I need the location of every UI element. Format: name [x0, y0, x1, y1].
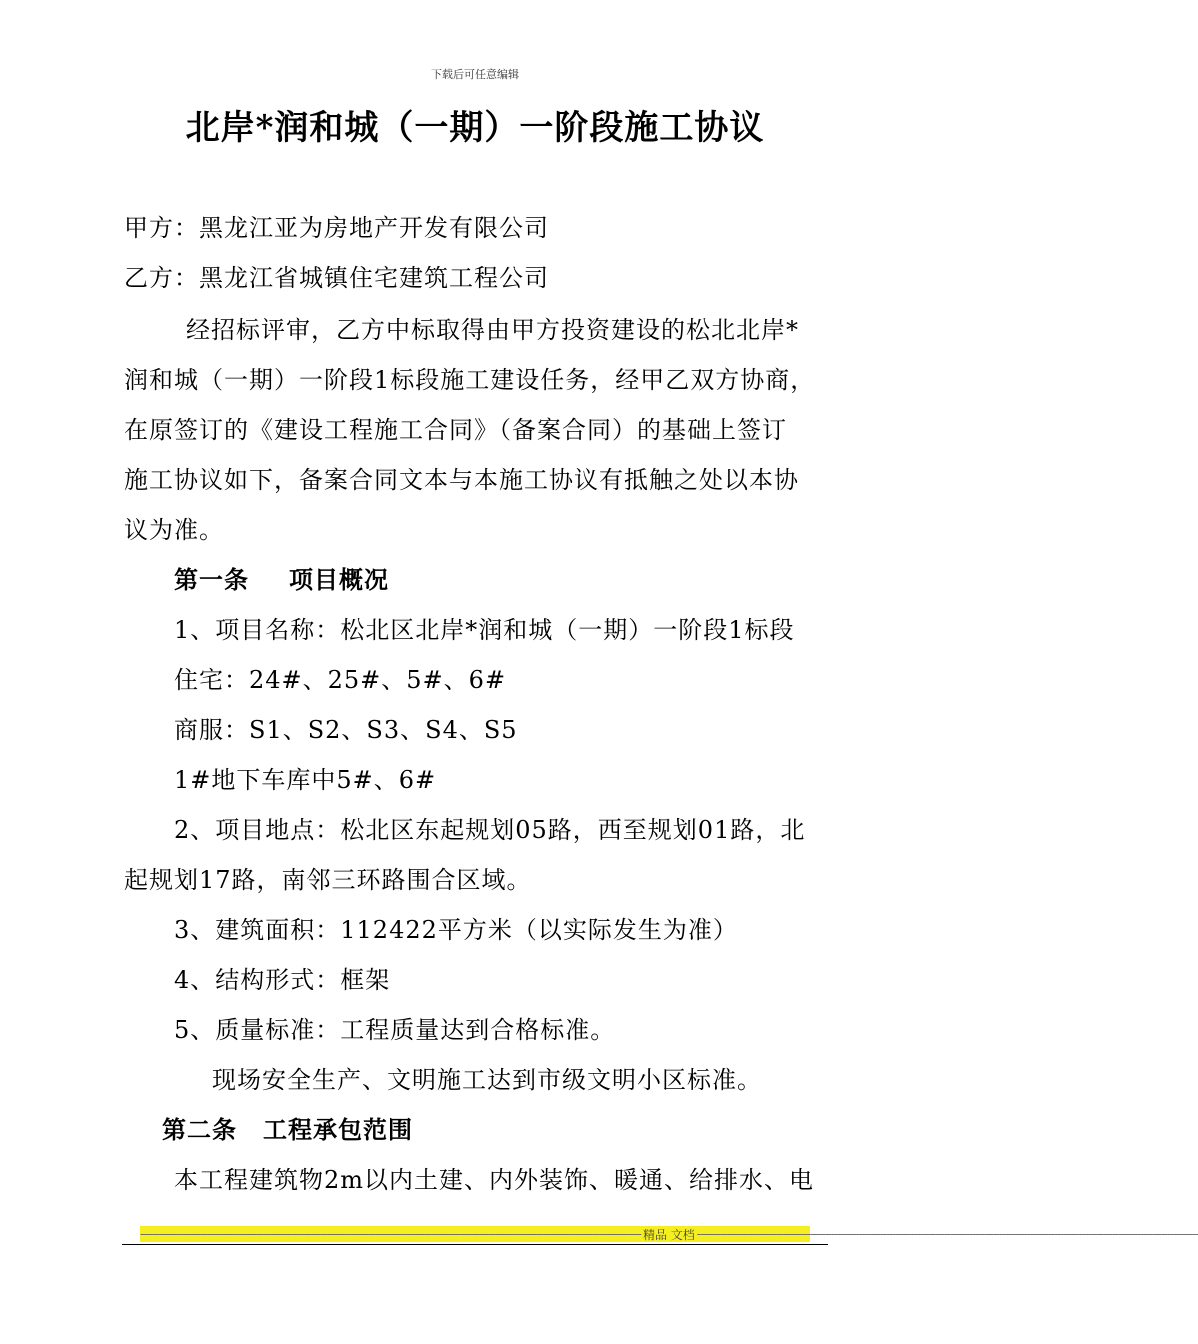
party-a: 甲方：黑龙江亚为房地产开发有限公司 [124, 214, 549, 242]
intro-line: 经招标评审，乙方中标取得由甲方投资建设的松北北岸* [186, 316, 799, 344]
footer-label: 精品 文档 [642, 1227, 695, 1242]
footer-dashes-right: -------------------------------------------------------------------------------------------------------------------------------------------------------------------- [696, 1227, 1198, 1241]
article-1-line: 2、项目地点：松北区东起规划05路，西至规划01路，北 [174, 816, 806, 844]
article-2-heading [162, 1110, 413, 1145]
footer-band [140, 1226, 1198, 1242]
article-1-heading [174, 560, 389, 595]
document-title: 北岸*润和城（一期）一阶段施工协议 [185, 108, 765, 148]
party-b: 乙方：黑龙江省城镇住宅建筑工程公司 [124, 264, 549, 292]
article-1-line: 5、质量标准：工程质量达到合格标准。 [174, 1016, 616, 1044]
footer-rule [122, 1244, 828, 1245]
article-1-line: 起规划17路，南邻三环路围合区域。 [124, 866, 532, 894]
article-2-title: 工程承包范围 [263, 1115, 413, 1144]
article-1-line: 1#地下车库中5#、6# [174, 766, 437, 794]
article-1-number: 第一条 [174, 565, 249, 594]
article-2-number: 第二条 [162, 1115, 237, 1144]
header-note: 下载后可任意编辑 [431, 68, 519, 81]
intro-line: 议为准。 [124, 516, 224, 544]
article-1-line: 现场安全生产、文明施工达到市级文明小区标准。 [212, 1066, 762, 1094]
article-2-line: 本工程建筑物2m以内土建、内外装饰、暖通、给排水、电 [174, 1166, 815, 1194]
intro-line: 在原签订的《建设工程施工合同》（备案合同）的基础上签订 [124, 416, 787, 444]
intro-line: 施工协议如下，备案合同文本与本施工协议有抵触之处以本协 [124, 466, 799, 494]
intro-line: 润和城（一期）一阶段1标段施工建设任务，经甲乙双方协商， [124, 366, 816, 394]
article-1-line: 4、结构形式：框架 [174, 966, 391, 994]
article-1-line: 商服：S1、S2、S3、S4、S5 [174, 716, 518, 744]
article-1-line: 1、项目名称：松北区北岸*润和城（一期）一阶段1标段 [174, 616, 795, 644]
footer-dashes-left: -------------------------------------------------------------------------------------------------------------------------------------------------------------------- [140, 1227, 641, 1241]
article-1-line: 住宅：24#、25#、5#、6# [174, 666, 507, 694]
article-1-line: 3、建筑面积：112422平方米（以实际发生为准） [174, 916, 738, 944]
article-1-title: 项目概况 [289, 565, 389, 594]
